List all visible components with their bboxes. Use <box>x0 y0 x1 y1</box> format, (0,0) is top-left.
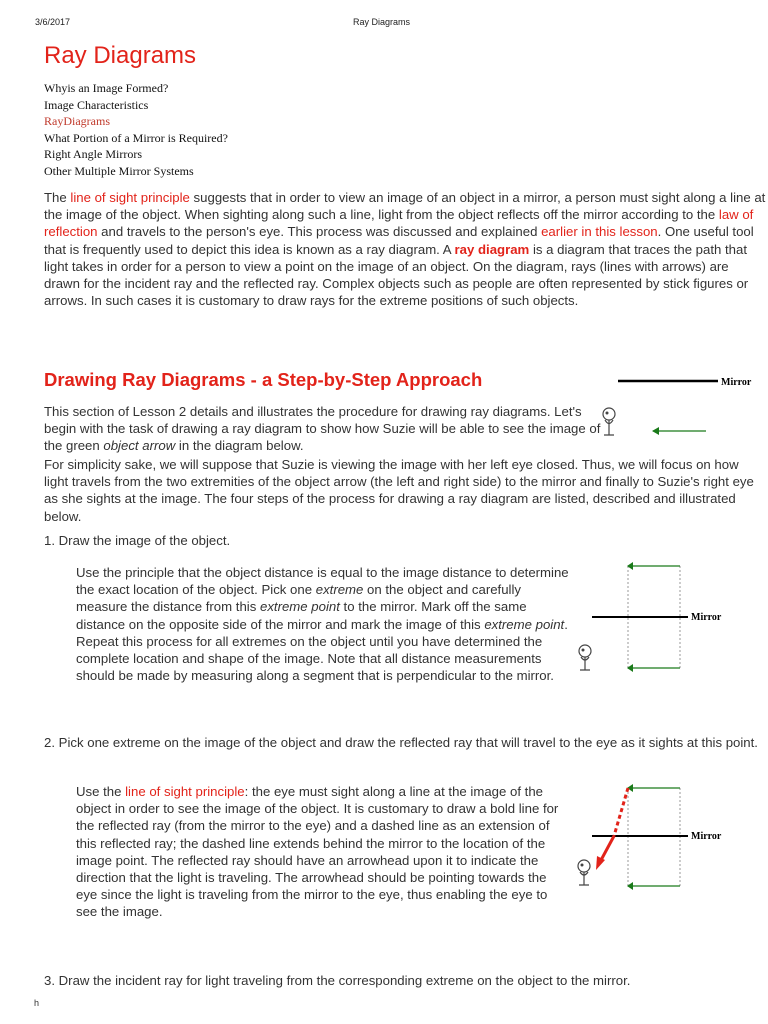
step-1-title: 1. Draw the image of the object. <box>44 533 231 548</box>
object-arrow-icon <box>652 427 706 435</box>
nav-link-ray-diagrams[interactable]: RayDiagrams <box>44 114 110 128</box>
nav-link-why-image[interactable]: Whyis an Image Formed? <box>44 81 169 95</box>
suzie-eye-icon <box>574 643 600 673</box>
term-ray-diagram: ray diagram <box>454 241 530 257</box>
nav-link-multiple-mirrors[interactable]: Other Multiple Mirror Systems <box>44 163 194 178</box>
intro-paragraph: The line of sight principle suggests that in order to view an image of an object in a mirror, a person must sight along a line at the image of the object. When sighting along such a line, light from the object reflects off the mirror according to the law of reflection and travels to the person's eye. This process was discussed and explained earlier in this lesson. One useful tool that is frequently used to depict this idea is known as a ray diagram. A ray diagram is a diagram that traces the path that light takes in order for a person to view a point on the image of an object. On the diagram, rays (lines with arrows) are drawn for the incident ray and the reflected ray. Complex objects such as people are often represented by stick figures or arrows. In such cases it is customary to draw rays for the extreme positions of such objects. <box>44 190 766 309</box>
nav-link-image-characteristics[interactable]: Image Characteristics <box>44 97 149 112</box>
suzie-eye-icon <box>573 858 599 888</box>
reflected-ray <box>600 836 614 862</box>
lesson-nav <box>44 80 228 179</box>
step-3-title: 3. Draw the incident ray for light traveling from the corresponding extreme on the object to the mirror. <box>44 973 631 988</box>
step-2-title: 2. Pick one extreme on the image of the object and draw the reflected ray that will travel to the eye as it sights at this point. <box>44 735 758 750</box>
nav-link-right-angle-mirrors[interactable]: Right Angle Mirrors <box>44 147 142 161</box>
reflected-ray-extension <box>614 788 628 836</box>
nav-link-portion-of-mirror[interactable]: What Portion of a Mirror is Required? <box>44 130 228 145</box>
link-line-of-sight[interactable]: line of sight principle <box>70 190 190 205</box>
print-title: Ray Diagrams <box>353 17 411 27</box>
link-line-of-sight-2[interactable]: line of sight principle <box>125 784 245 799</box>
section-intro-a: This section of Lesson 2 details and illustrates the procedure for drawing ray diagrams. Let's begin with the task of drawing a ray diagram to show how Suzie will be able to see the image of the green object arrow in the diagram below. <box>44 404 601 454</box>
mirror-label: Mirror <box>721 377 752 388</box>
step-2-diagram <box>570 782 765 897</box>
link-law-of-reflection[interactable]: law of reflection <box>44 207 754 240</box>
link-earlier-lesson[interactable]: earlier in this lesson <box>541 224 658 240</box>
page-title: Ray Diagrams <box>44 42 197 69</box>
section-intro-b: For simplicity sake, we will suppose that Suzie is viewing the image with her left eye closed. Thus, we will focus on how light travels from the two extremities of the object arrow (the left and right side) to the mirror and finally to Suzie's right eye as she sights at the image. The four steps of the process for drawing a ray diagram are listed, described and illustrated below. <box>44 457 754 524</box>
section-heading: Drawing Ray Diagrams - a Step-by-Step Approach <box>44 369 483 390</box>
step-1-body: Use the principle that the object distance is equal to the image distance to determine the exact location of the object. Pick one extreme on the object and carefully measure the distance from this extreme point to the mirror. Mark off the same distance on the opposite side of the mirror and mark the image of this extreme point. Repeat this process for all extremes on the object until you have determined the complete location and shape of the image. Note that all distance measurements should be made by measuring along a segment that is perpendicular to the mirror. <box>76 565 569 684</box>
footer-mark: h <box>34 998 40 1008</box>
mirror-label: Mirror <box>691 612 722 623</box>
mirror-label: Mirror <box>691 831 722 842</box>
print-date: 3/6/2017 <box>35 17 71 27</box>
step-2-body: Use the line of sight principle: the eye must sight along a line at the image of the object in order to see the image of the object. It is customary to draw a bold line for the reflected ray (from the mirror to the eye) and a dashed line as an extension of this reflected ray; the dashed line extends behind the mirror to the location of the image point. The reflected ray should have an arrowhead upon it to indicate the direction that the light is traveling. The arrowhead should be pointing towards the eye since the light is traveling from the mirror to the eye, thus enabling the eye to see the image. <box>76 784 559 920</box>
intro-mirror-diagram <box>615 370 765 440</box>
